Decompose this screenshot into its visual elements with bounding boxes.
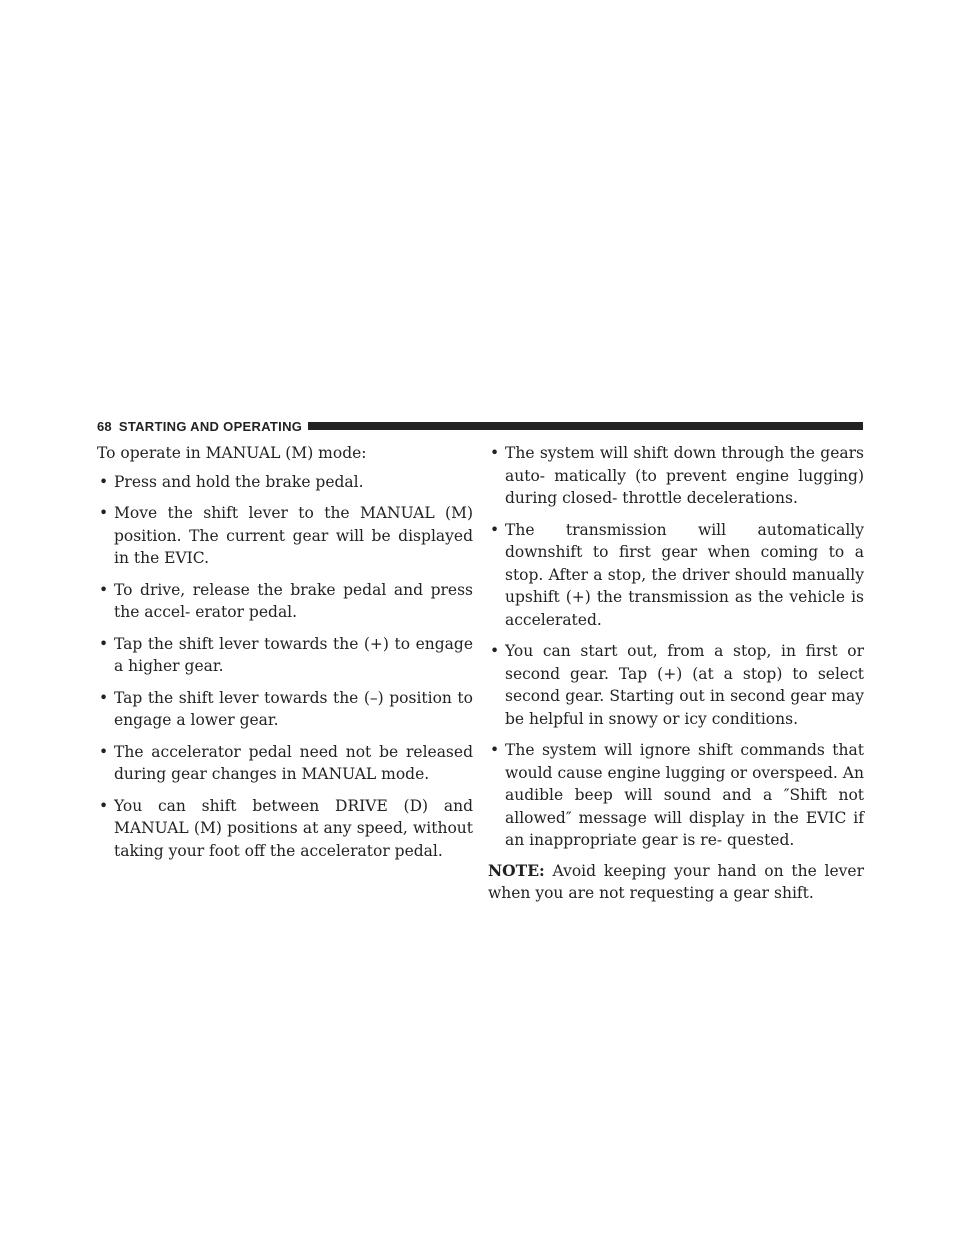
list-item [97,579,473,624]
list-item-text: Tap the shift lever towards the (–) position to engage a lower gear. [114,688,473,729]
list-item-text: Press and hold the brake pedal. [114,472,364,491]
bullet-icon: • [490,642,500,660]
bullet-icon: • [490,741,500,759]
list-item-text: To drive, release the brake pedal and press the accel- erator pedal. [114,580,473,621]
bullet-icon: • [99,472,109,491]
list-item [488,739,864,852]
list-item [97,687,473,732]
page-number: 68 [97,418,112,434]
header-rule [308,422,863,430]
page-header [97,418,863,434]
list-item-text: The transmission will automatically downshift to first gear when coming to a stop. After a stop, the driver should manually upshift (+) the transmission as the vehicle is accelerated. [505,520,864,629]
list-item [488,442,864,510]
bullet-icon: • [99,688,109,707]
left-column [97,442,473,871]
list-item [97,741,473,786]
list-item-text: You can start out, from a stop, in first or second gear. Tap (+) (at a stop) to select second gear. Starting out in second gear may be helpful in snowy or icy conditions. [505,642,864,728]
bullet-icon: • [99,580,109,599]
list-item [488,519,864,632]
right-bullet-list [488,442,864,852]
list-item-text: Move the shift lever to the MANUAL (M) position. The current gear will be displayed in the EVIC. [114,504,473,567]
list-item-text: The system will ignore shift commands that would cause engine lugging or overspeed. An audible beep will sound and a ″Shift not allowed″ message will display in the EVIC if an inappropriate gear is re- quested. [505,741,864,849]
list-item-text: Tap the shift lever towards the (+) to engage a higher gear. [114,634,473,675]
bullet-icon: • [490,444,500,462]
list-item-text: The system will shift down through the gears auto- matically (to prevent engine lugging) during closed- throttle decelerations. [505,444,864,507]
note-paragraph [488,860,864,905]
list-item-text: You can shift between DRIVE (D) and MANUAL (M) positions at any speed, without taking your foot off the accelerator pedal. [114,796,473,860]
list-item [488,640,864,730]
bullet-icon: • [490,520,500,539]
intro-text: To operate in MANUAL (M) mode: [97,444,367,462]
section-title: STARTING AND OPERATING [118,418,303,434]
bullet-icon: • [99,634,109,653]
list-item [97,502,473,570]
note-label: NOTE: [488,860,545,880]
bullet-icon: • [99,504,109,522]
list-item-text: The accelerator pedal need not be released during gear changes in MANUAL mode. [114,742,473,783]
bullet-icon: • [99,796,109,815]
left-bullet-list [97,471,473,863]
list-item [97,795,473,863]
bullet-icon: • [99,742,109,761]
list-item [97,471,473,494]
list-item [97,633,473,678]
right-column [488,442,864,905]
note-text: Avoid keeping your hand on the lever when you are not requesting a gear shift. [488,861,864,902]
